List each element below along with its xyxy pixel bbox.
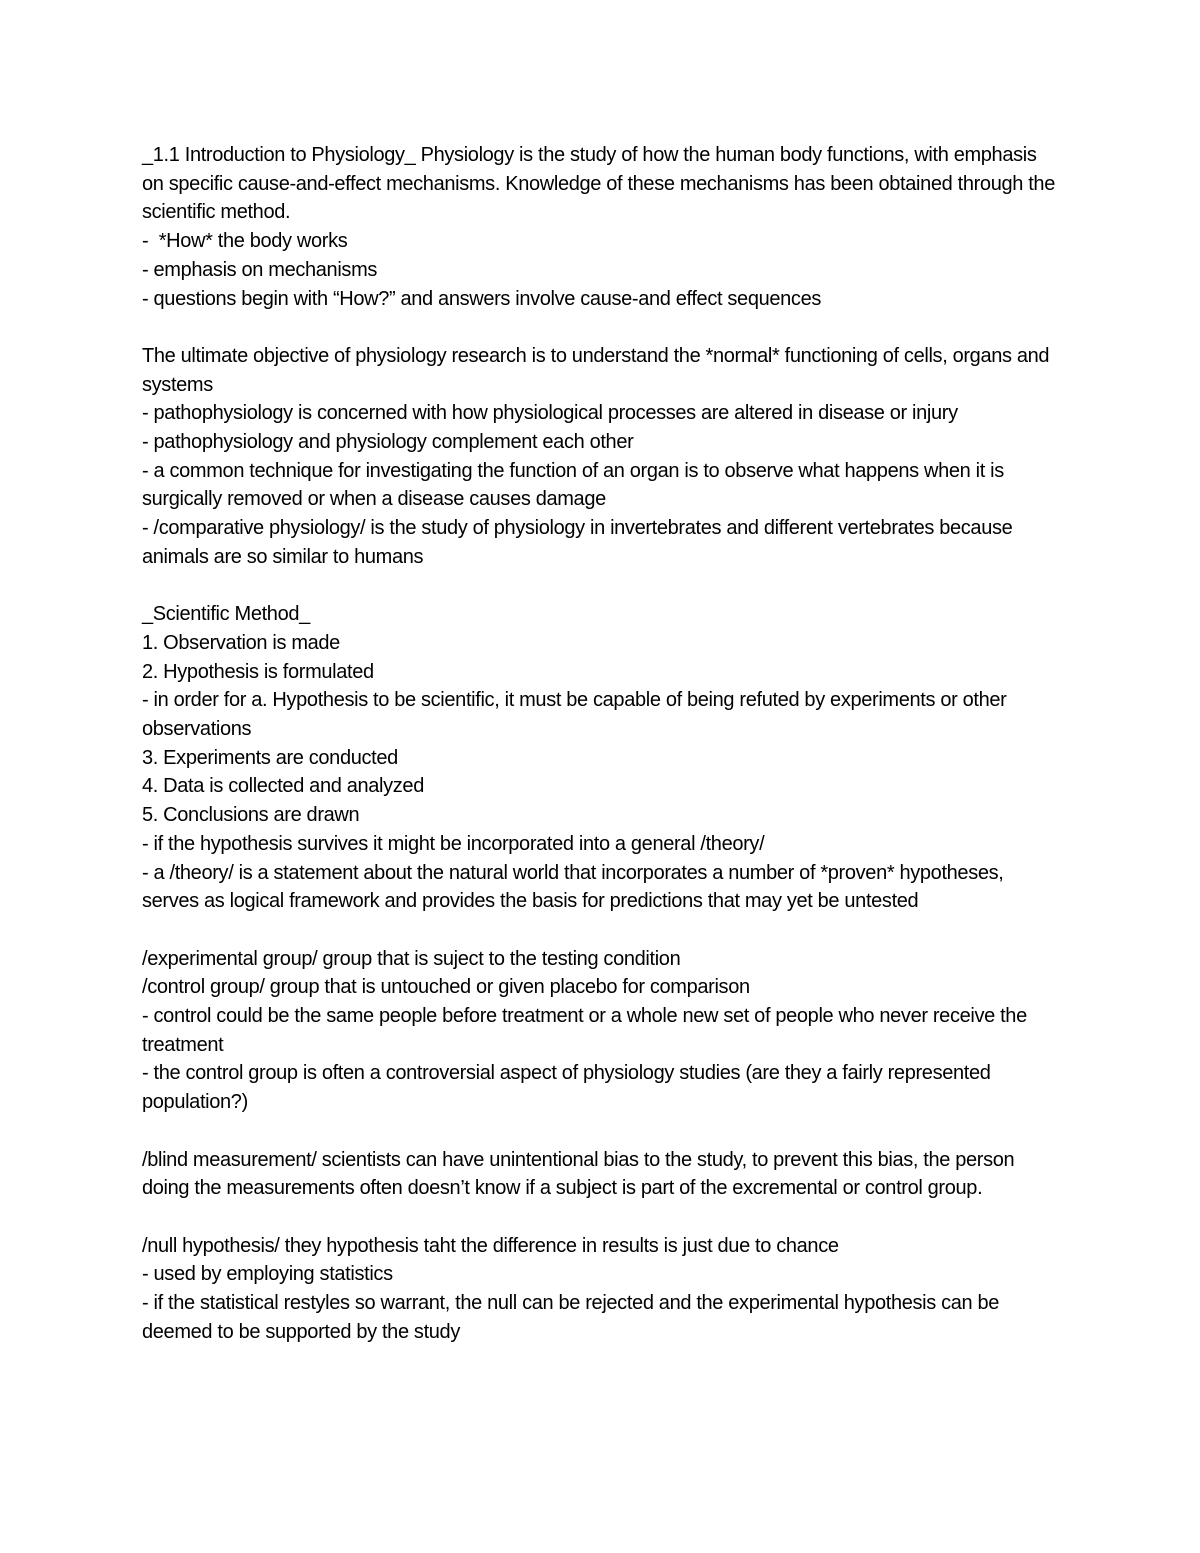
section-null-hypothesis — [142, 1232, 1062, 1347]
section-scientific-method — [142, 600, 1062, 916]
definition-line: /experimental group/ group that is suject to the testing condition — [142, 947, 681, 970]
list-item: - used by employing statistics — [142, 1263, 393, 1286]
paragraph-spacer — [142, 572, 1062, 601]
list-item: - a /theory/ is a statement about the natural world that incorporates a number of *proven* hypotheses, serves as logical framework and provides the basis for predictions that may yet be untested — [142, 861, 1009, 913]
list-item: - pathophysiology is concerned with how physiological processes are altered in disease or injury — [142, 402, 958, 425]
paragraph-spacer — [142, 1203, 1062, 1232]
list-item: - pathophysiology and physiology complement each other — [142, 431, 634, 454]
list-item: - emphasis on mechanisms — [142, 258, 378, 281]
definition-line: /null hypothesis/ they hypothesis taht the difference in results is just due to chance — [142, 1234, 839, 1257]
list-item: - *How* the body works — [142, 230, 348, 253]
definition-line: /control group/ group that is untouched or given placebo for comparison — [142, 976, 750, 999]
list-item: 5. Conclusions are drawn — [142, 804, 360, 827]
list-item: 2. Hypothesis is formulated — [142, 660, 374, 683]
list-item: - control could be the same people before treatment or a whole new set of people who never receive the treatment — [142, 1005, 1033, 1056]
list-item: - a common technique for investigating the function of an organ is to observe what happens when it is surgically removed or when a disease causes damage — [142, 459, 1010, 511]
list-item: - questions begin with “How?” and answers involve cause-and effect sequences — [142, 287, 821, 310]
section-heading: _Scientific Method_ — [142, 603, 310, 626]
list-item: - the control group is often a controversial aspect of physiology studies (are they a fairly represented population?) — [142, 1062, 996, 1114]
list-item: - /comparative physiology/ is the study of physiology in invertebrates and different vertebrates because animals are so similar to humans — [142, 517, 1018, 568]
list-item: 1. Observation is made — [142, 631, 340, 654]
paragraph-spacer — [142, 1117, 1062, 1146]
section-introduction — [142, 141, 1062, 313]
objective-paragraph: The ultimate objective of physiology research is to understand the *normal* functioning of cells, organs and systems — [142, 344, 1055, 396]
list-item: 4. Data is collected and analyzed — [142, 775, 424, 798]
section-blind-measurement — [142, 1146, 1062, 1203]
paragraph-spacer — [142, 916, 1062, 945]
definition-line: /blind measurement/ scientists can have unintentional bias to the study, to prevent this bias, the person doing the measurements often doesn’t know if a subject is part of the excremental or control group. — [142, 1148, 1020, 1200]
list-item: - if the statistical restyles so warrant, the null can be rejected and the experimental hypothesis can be deemed to be supported by the study — [142, 1292, 1005, 1343]
list-item: 3. Experiments are conducted — [142, 746, 398, 769]
section-objective — [142, 342, 1062, 572]
paragraph-spacer — [142, 313, 1062, 342]
list-item: - if the hypothesis survives it might be incorporated into a general /theory/ — [142, 832, 765, 855]
intro-paragraph: _1.1 Introduction to Physiology_ Physiology is the study of how the human body functions, with emphasis on specific cause-and-effect mechanisms. Knowledge of these mechanisms has been obtained through the scientific method. — [142, 144, 1061, 224]
list-item: - in order for a. Hypothesis to be scientific, it must be capable of being refuted by experiments or other observations — [142, 689, 1012, 741]
document-page — [142, 141, 1062, 1346]
section-groups — [142, 945, 1062, 1117]
